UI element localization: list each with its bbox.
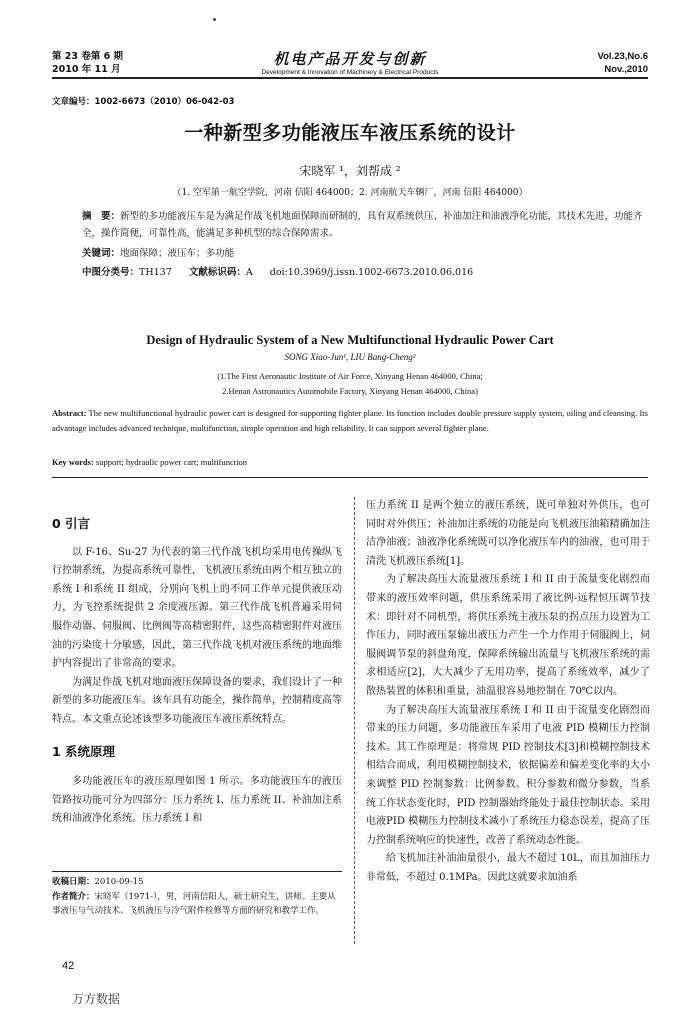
classification bbox=[82, 264, 487, 278]
paragraph: 给飞机加注补油油量很小，最大不超过 10L，而且加油压力非常低，不超过 0.1MPa。因此这就要求加油系 bbox=[366, 853, 650, 883]
footnote bbox=[52, 871, 342, 919]
keywords-en bbox=[52, 457, 247, 467]
abstract-cn-text: 新型的多功能液压车是为满足作战飞机地面保障而研制的，具有双系统供压、补油加注和油液净化功能，其技术先进，功能齐全，操作简便，可靠性高，能满足多种机型的综合保障需求。 bbox=[82, 211, 643, 239]
paragraph: 压力系统 II 是两个独立的液压系统，既可单独对外供压，也可同时对外供压；补油加注系统的功能是向飞机液压油箱精确加注洁净油液；油液净化系统既可以净化液压车内的油液，也可用于清洗飞机液压系统[1]。 bbox=[366, 500, 650, 567]
title-en: Design of Hydraulic System of a New Multifunctional Hydraulic Power Cart bbox=[146, 333, 554, 347]
watermark: 万方数据 bbox=[72, 992, 121, 1006]
volume-cn: 第 23 卷第 6 期 bbox=[52, 51, 124, 62]
affiliation-en-1: (1.The First Aeronautic Institute of Air Force, Xinyang Henan 464000, China; bbox=[217, 371, 483, 381]
authors-cn: 宋晓军 ¹，刘帮成 ² bbox=[299, 164, 401, 178]
left-column bbox=[52, 515, 342, 829]
abstract-cn bbox=[82, 208, 650, 242]
page-number: 42 bbox=[62, 960, 75, 972]
bio-label: 作者简介： bbox=[52, 891, 95, 902]
authors-en: SONG Xiao-Jun¹, LIU Bang-Cheng² bbox=[284, 352, 416, 362]
date-en: Nov.,2010 bbox=[604, 64, 648, 75]
paragraph: 以 F-16、Su-27 为代表的第三代作战飞机均采用电传操纵飞行控制系统，为提高系统可靠性，飞机液压系统由两个相互独立的系统 I 和系统 II 组成，分别向飞机上的不同工作单元提供液压动力，为飞控系统提供 2 余度液压源。第三代作战飞机普遍采用伺服作动器、伺服阀、比例阀等高精密附件，这些高精密附件对液压油的污染度十分敏感，因此，第三代作战飞机对液压系统的地面维护内容提出了非常高的要求。 bbox=[52, 546, 342, 670]
header-center bbox=[150, 48, 550, 76]
paragraph: 为了解决高压大流量液压系统 I 和 II 由于流量变化剧烈而带来的液压效率问题，供压系统采用了液比例-远程恒压调节技术：即针对不同机型，将供压系统主液压泵的拐点压力设置为工作压力，同时液压泵输出液压力产生一个力作用于伺服阀上，伺服阀调节泵的斜盘角度，保障系统输出流量与飞机液压系统的需求相适应[2]，大大减少了无用功率，提高了系统效率，减少了散热装置的体积和重量，油温很容易地控制在 70℃以内。 bbox=[366, 574, 650, 697]
date-cn: 2010 年 11 月 bbox=[52, 64, 121, 75]
keywords-cn-label: 关键词： bbox=[82, 248, 121, 259]
journal-name-cn: 机电产品开发与创新 bbox=[273, 50, 427, 68]
section-0-heading: 0 引言 bbox=[52, 516, 91, 531]
right-column bbox=[366, 497, 650, 887]
doc-code-label: 文献标识码： bbox=[188, 267, 246, 278]
clc-value: TH137 bbox=[139, 267, 172, 278]
article-number: 文章编号：1002-6673（2010）06-042-03 bbox=[52, 97, 235, 107]
header-rule bbox=[52, 77, 648, 79]
abstract-rule bbox=[52, 477, 648, 478]
received-date: 2010-09-15 bbox=[94, 877, 144, 887]
scan-speck bbox=[213, 18, 216, 21]
header-right bbox=[597, 50, 648, 76]
header-left bbox=[52, 50, 123, 76]
doc-code-value: A bbox=[245, 267, 253, 278]
doi: doi:10.3969/j.issn.1002-6673.2010.06.016 bbox=[269, 267, 474, 278]
affiliation-cn: （1. 空军第一航空学院，河南 信阳 464000；2. 河南航天车辆厂，河南 信阳 464000） bbox=[172, 188, 528, 198]
section-1-heading: 1 系统原理 bbox=[52, 743, 116, 759]
column-divider bbox=[354, 497, 355, 944]
abstract-en-text: The new multifunctional hydraulic power cart is designed for supporting fighter plane. Its function includes double pressure supply system, oiling and cleansing. Its advantage includes advanced technique, multifunction, simple operation and high reliability. It can support several fighter plane. bbox=[52, 408, 648, 433]
received-label: 收稿日期： bbox=[52, 877, 95, 887]
keywords-cn-text: 地面保障；液压车；多功能 bbox=[120, 248, 235, 259]
affiliation-en-2: 2.Henan Astronautics Automobile Factory, Xinyang Henan 464000, China) bbox=[222, 386, 478, 396]
abstract-cn-label: 摘 要： bbox=[82, 211, 121, 222]
abstract-en bbox=[52, 406, 648, 436]
clc-label: 中图分类号： bbox=[82, 267, 140, 278]
keywords-cn bbox=[82, 245, 234, 259]
journal-name-en: Development & Innovation of Machinery & Electrical Products bbox=[261, 69, 439, 76]
volume-en: Vol.23,No.6 bbox=[597, 51, 648, 62]
keywords-en-text: support; hydraulic power cart; multifunction bbox=[95, 457, 247, 467]
paragraph: 多功能液压车的液压原理如图 1 所示。多功能液压车的液压管路按功能可分为四部分：压力系统 I、压力系统 II、补油加注系统和油液净化系统。压力系统 I 和 bbox=[52, 776, 342, 825]
paragraph: 为了解决高压大流量液压系统 I 和 II 由于流量变化剧烈而带来的压力问题，多功能液压车采用了电液 PID 模糊压力控制技术。其工作原理是：将常规 PID 控制技术[3]和模糊控制技术相结合而成，利用模糊控制技术，依据偏差和偏差变化率的大小来调整 PID 控制参数：比例参数、积分参数和微分参数，当系统工作状态变化时，PID 控制器始终能处于最佳控制状态。采用电液PID 模糊压力控制技术减小了系统压力稳态误差，提高了压力控制系统响应的快速性，改善了系统动态性能。 bbox=[366, 704, 650, 846]
author-bio: 宋晓军（1971-），男，河南信阳人，硕士研究生，讲师。主要从事液压与气动技术、飞机液压与冷气附件检修等方面的研究和教学工作。 bbox=[52, 891, 336, 916]
paragraph: 为满足作战飞机对地面液压保障设备的要求，我们设计了一种新型的多功能液压车。该车具有功能全，操作简单，控制精度高等特点。本文重点论述该型多功能液压车液压系统特点。 bbox=[52, 676, 342, 725]
keywords-en-label: Key words: bbox=[52, 457, 94, 467]
abstract-en-label: Abstract: bbox=[52, 408, 87, 418]
title-cn: 一种新型多功能液压车液压系统的设计 bbox=[184, 122, 516, 144]
